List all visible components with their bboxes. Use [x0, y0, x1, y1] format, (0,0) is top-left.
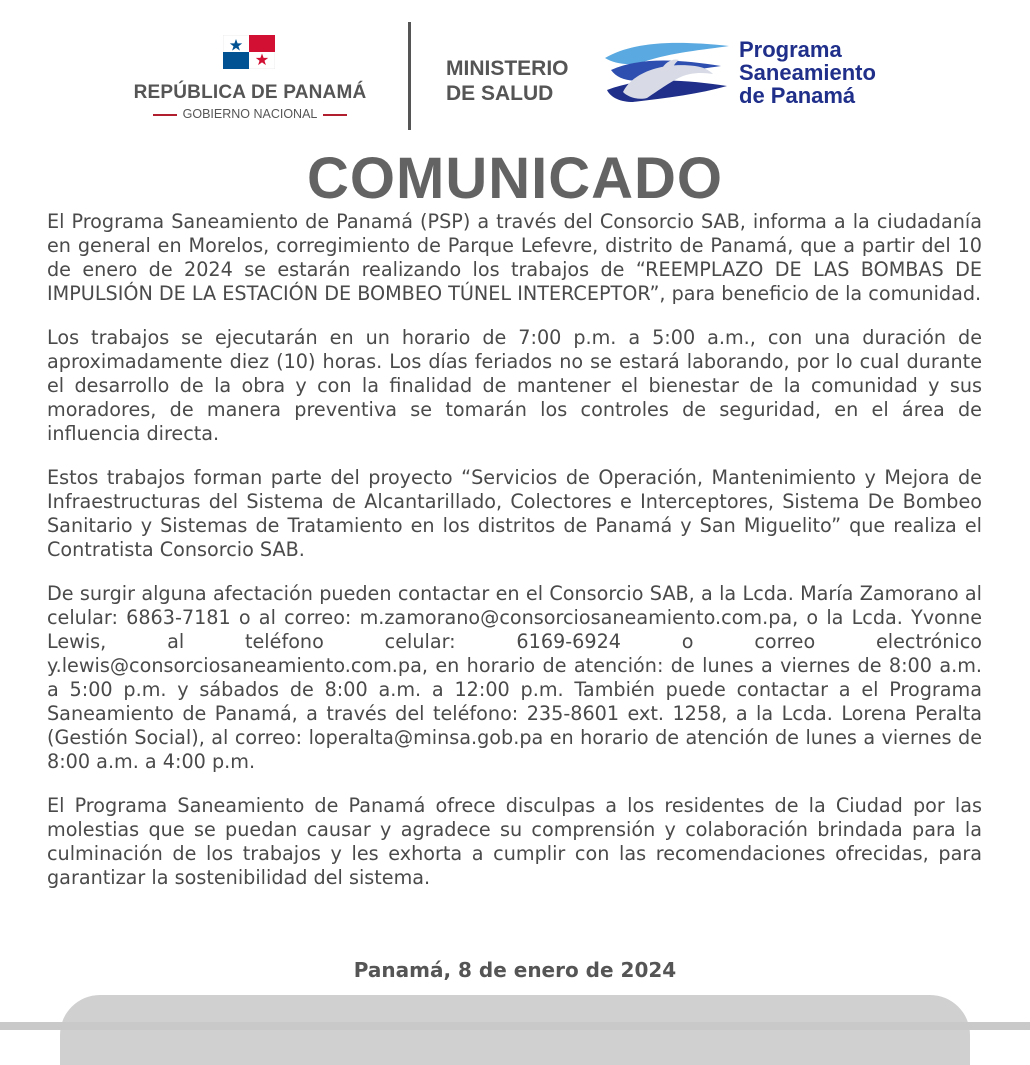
ministry-name — [446, 56, 596, 106]
program-line-1: Programa — [739, 37, 842, 62]
subtitle-dash-left — [153, 114, 177, 116]
dolphin-waves-logo-icon — [603, 36, 733, 108]
communique-body — [47, 210, 982, 890]
page-title: COMUNICADO — [307, 146, 723, 211]
paragraph-closing: El Programa Saneamiento de Panamá ofrece disculpas a los residentes de la Ciudad por las molestias que se puedan causar y agradece su comprensión y colaboración brindada para la culminación de los trabajos y les exhorta a cumplir con las recomendaciones ofrecidas, para garantizar la sostenibilidad del sistema. — [47, 794, 982, 889]
footer-bar — [60, 995, 970, 1065]
date-line: Panamá, 8 de enero de 2024 — [353, 958, 677, 982]
paragraph-schedule: Los trabajos se ejecutarán en un horario de 7:00 p.m. a 5:00 a.m., con una duración de aproximadamente diez (10) horas. Los días feriados no se estará laborando, por lo cual durante el desarrollo de la obra y con la finalidad de mantener el bienestar de la comunidad y sus moradores, de manera preventiva se tomarán los controles de seguridad, en el área de influencia directa. — [47, 326, 982, 445]
paragraph-intro: El Programa Saneamiento de Panamá (PSP) a través del Consorcio SAB, informa a la ciudadanía en general en Morelos, corregimiento de Parque Lefevre, distrito de Panamá, que a partir del 10 de enero de 2024 se estarán realizando los trabajos de “REEMPLAZO DE LAS BOMBAS DE IMPULSIÓN DE LA ESTACIÓN DE BOMBEO TÚNEL INTERCEPTOR”, para beneficio de la comunidad. — [47, 210, 982, 305]
program-line-2: Saneamiento — [739, 60, 876, 85]
government-subtitle — [105, 107, 395, 121]
header-divider — [408, 22, 411, 130]
ministry-line-1: MINISTERIO — [446, 57, 569, 80]
subtitle-dash-right — [323, 114, 347, 116]
ministry-line-2: DE SALUD — [446, 82, 554, 105]
program-line-3: de Panamá — [739, 83, 856, 108]
republic-title: REPÚBLICA DE PANAMÁ — [133, 82, 367, 103]
header — [0, 0, 1030, 145]
footer-line — [0, 1022, 1030, 1030]
panama-flag-icon — [223, 35, 275, 69]
government-subtitle-text: GOBIERNO NACIONAL — [182, 107, 318, 121]
program-name — [739, 38, 929, 107]
paragraph-contacts: De surgir alguna afectación pueden contactar en el Consorcio SAB, a la Lcda. María Zamorano al celular: 6863-7181 o al correo: m.zamorano@consorciosaneamiento.com.pa, o la Lcda. Yvonne Lewis, al teléfono celular: 6169-6924 o correo electrónico y.lewis@consorciosaneamiento.com.pa, en horario de atención: de lunes a viernes de 8:00 a.m. a 5:00 p.m. y sábados de 8:00 a.m. a 12:00 p.m. También puede contactar a el Programa Saneamiento de Panamá, a través del teléfono: 235-8601 ext. 1258, a la Lcda. Lorena Peralta (Gestión Social), al correo: loperalta@minsa.gob.pa en horario de atención de lunes a viernes de 8:00 a.m. a 4:00 p.m. — [47, 582, 982, 773]
paragraph-project: Estos trabajos forman parte del proyecto “Servicios de Operación, Mantenimiento y Mejora de Infraestructuras del Sistema de Alcantarillado, Colectores e Interceptores, Sistema De Bombeo Sanitario y Sistemas de Tratamiento en los distritos de Panamá y San Miguelito” que realiza el Contratista Consorcio SAB. — [47, 466, 982, 561]
